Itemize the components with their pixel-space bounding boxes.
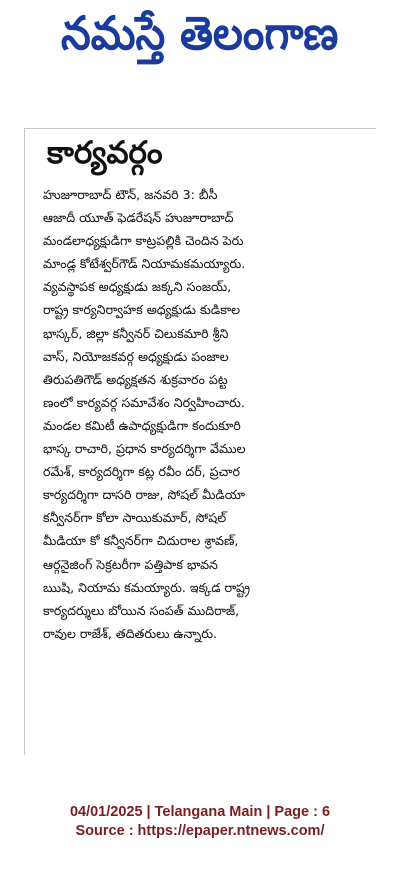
article-line: మాండ్ల కోటేశ్వర్‌గౌడ్ నియామకమయ్యారు. <box>43 256 246 272</box>
edition-info: 04/01/2025 | Telangana Main | Page : 6 <box>69 804 331 820</box>
article-line: ఆర్గనైజింగ్ సెక్రటరీగా పత్తిపాక భావన <box>43 556 218 572</box>
article-clipping <box>24 128 376 755</box>
article-line: కన్వీనర్‌గా కోలా సాయికుమార్, సోషల్ <box>43 510 227 526</box>
article-line: మండలాధ్యక్షుడిగా కాట్రపల్లికి చెందిన పెరు <box>43 233 244 249</box>
article-body <box>43 183 365 645</box>
article-line: మీడియా కో కన్వీనర్‌గా చిదురాల శ్రావణ్, <box>43 533 239 549</box>
article-line: రావుల రాజేశ్, తదితరులు ఉన్నారు. <box>43 625 218 641</box>
article-line: వాస్, నియోజకవర్గ అధ్యక్షుడు పంజాల <box>43 348 229 364</box>
article-line: ఆజాదీ యూత్ ఫెడరేషన్ హుజూరాబాద్ <box>43 210 234 226</box>
article-line: ఋషి, నియామ కమయ్యారు. ఇక్కడ రాష్ట్ర <box>43 579 251 595</box>
article-line: భాస్క రాచారి, ప్రధాన కార్యదర్శిగా వేముల <box>43 441 246 457</box>
article-line: కార్యదర్శిగా దాసరి రాజు, సోషల్ మీడియా <box>43 487 245 503</box>
article-line: కార్యదర్శులు బోయిన సంపత్ ముదిరాజ్, <box>43 602 240 618</box>
article-line: మండల కమిటీ ఉపాధ్యక్షుడిగా కందుకూరి <box>43 417 241 433</box>
page-footer <box>0 803 400 841</box>
article-line: రాష్ట్ర కార్యనిర్వాహక అధ్యక్షుడు కుడికాల <box>43 302 241 318</box>
article-line: ణంలో కార్యవర్గ సమావేశం నిర్వహించారు. <box>43 394 245 410</box>
article-line: రమేశ్, కార్యదర్శిగా కట్ల రవీం దర్, ప్రచార <box>43 464 240 480</box>
article-line: భాస్కర్, జిల్లా కన్వీనర్ చిలుకమారి శ్రీని <box>43 325 229 341</box>
newspaper-masthead <box>8 6 392 72</box>
masthead-title: నమస్తే తెలంగాణ <box>61 6 339 60</box>
source-link[interactable]: Source : https://epaper.ntnews.com/ <box>75 823 325 839</box>
article-title: కార్యవర్గం <box>47 135 163 171</box>
article-line: హుజూరాబాద్ టౌన్, జనవరి 3: బీసీ <box>43 187 218 202</box>
article-line: వ్యవస్థాపక అధ్యక్షుడు జక్కని సంజయ్, <box>43 279 232 295</box>
article-line: తిరుపతిగౌడ్ అధ్యక్షతన శుక్రవారం పట్ట <box>43 371 228 387</box>
